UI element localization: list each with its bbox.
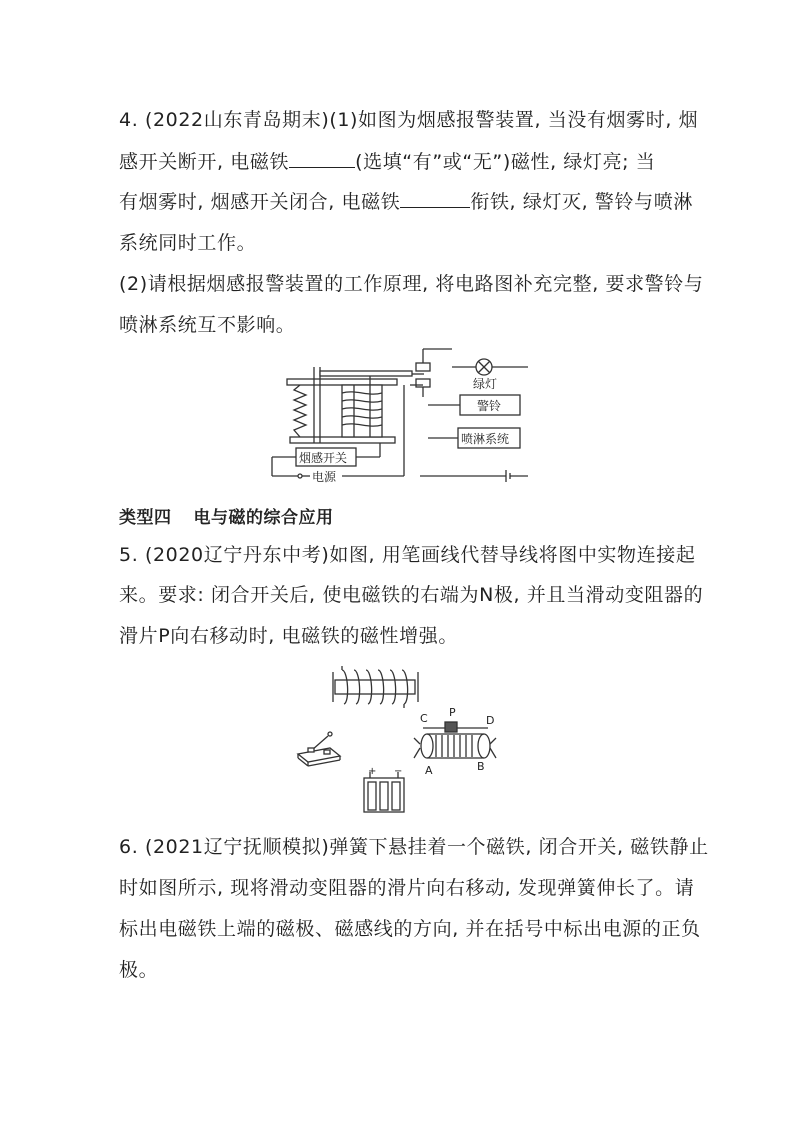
terminal-a-label: A (425, 764, 433, 777)
terminal-b-label: B (477, 760, 485, 773)
top-plate (287, 379, 397, 385)
spring (294, 385, 306, 437)
terminal-c-label: C (420, 712, 428, 725)
q5-line-3: 滑片P向右移动时, 电磁铁的磁性增强。 (119, 625, 458, 647)
green-light-label: 绿灯 (473, 377, 498, 391)
bottom-plate (290, 437, 395, 443)
q4-line-5: (2)请根据烟感报警装置的工作原理, 将电路图补充完整, 要求警铃与 (119, 273, 704, 295)
q4-line-2a: 感开关断开, 电磁铁 (119, 151, 290, 173)
q4-line-3a: 有烟雾时, 烟感开关闭合, 电磁铁 (119, 191, 401, 213)
q4-line-4: 系统同时工作。 (119, 232, 257, 254)
svg-text:−: − (394, 766, 403, 777)
section-heading (119, 503, 334, 528)
slider-p-label: P (449, 706, 456, 719)
q6-line-4: 极。 (119, 959, 159, 981)
section-title: 电与磁的综合应用 (193, 508, 334, 528)
q6-line-2: 时如图所示, 现将滑动变阻器的滑片向右移动, 发现弹簧伸长了。请 (119, 877, 695, 899)
knife-switch (298, 732, 340, 766)
q4-line-2b: (选填“有”或“无”)磁性, 绿灯亮; 当 (355, 151, 656, 173)
q4-line-3 (119, 190, 693, 214)
section-label: 类型四 (119, 508, 172, 528)
sprinkler-label: 喷淋系统 (461, 432, 510, 446)
q5-line-1: 5. (2020辽宁丹东中考)如图, 用笔画线代替导线将图中实物连接起 (119, 544, 696, 566)
q6-line-1: 6. (2021辽宁抚顺模拟)弹簧下悬挂着一个磁铁, 闭合开关, 磁铁静止 (119, 836, 709, 858)
q4-line-1: 4. (2022山东青岛期末)(1)如图为烟感报警装置, 当没有烟雾时, 烟 (119, 109, 699, 131)
q6-line-3: 标出电磁铁上端的磁极、磁感线的方向, 并在括号中标出电源的正负 (119, 918, 701, 940)
q4-blank-1[interactable] (289, 151, 355, 168)
q4-line-3b: 衔铁, 绿灯灭, 警铃与喷淋 (470, 191, 693, 213)
q5-line-2: 来。要求: 闭合开关后, 使电磁铁的右端为N极, 并且当滑动变阻器的 (119, 584, 704, 606)
power-label: 电源 (312, 470, 337, 484)
smoke-alarm-figure (270, 345, 532, 485)
alarm-bell-label: 警铃 (477, 399, 502, 413)
battery (364, 772, 404, 812)
armature (320, 371, 412, 376)
q4-blank-2[interactable] (400, 191, 470, 208)
q4-line-6: 喷淋系统互不影响。 (119, 314, 296, 336)
rheostat (414, 722, 496, 758)
coil-electromagnet (333, 666, 418, 708)
svg-text:+: + (368, 766, 377, 777)
q4-line-2 (119, 150, 655, 174)
components-figure (290, 662, 510, 822)
terminal-d-label: D (486, 714, 495, 727)
smoke-switch-label: 烟感开关 (299, 451, 348, 465)
